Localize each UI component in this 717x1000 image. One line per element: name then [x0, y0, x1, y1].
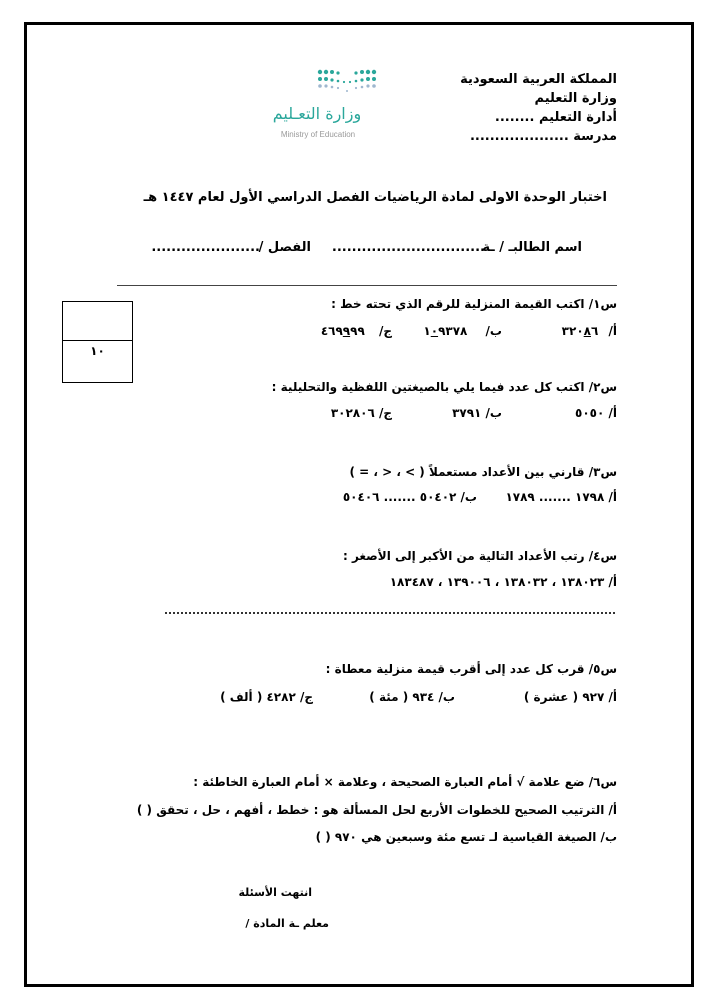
q1-title: س١/ اكتب القيمة المنزلية للرقم الذي تحته خط : — [331, 297, 617, 311]
ministry-logo — [262, 64, 382, 148]
q3-item-a: أ/ ١٧٩٨ ....... ١٧٨٩ — [505, 490, 617, 504]
q1-b-label: ب/ — [485, 324, 502, 338]
class-label: الفصل / — [258, 240, 311, 255]
header-block — [460, 70, 617, 146]
class-blank[interactable]: ...................... — [151, 240, 260, 255]
q1-c-post: ٩٩ — [350, 324, 365, 338]
q1-b-underlined: ٠ — [430, 324, 439, 338]
q1-b-pre: ١ — [423, 324, 431, 338]
score-box-divider — [63, 340, 132, 341]
q5-title: س٥/ قرب كل عدد إلى أقرب قيمة منزلية معطاة : — [325, 662, 617, 676]
q3-item-b: ب/ ٥٠٤٠٢ ....... ٥٠٤٠٦ — [342, 490, 477, 504]
exam-title: اختبار الوحدة الاولى لمادة الرياضيات الفصل الدراسي الأول لعام ١٤٤٧ هـ — [143, 190, 607, 205]
q1-item-b — [423, 324, 502, 338]
score-total: ١٠ — [90, 344, 105, 358]
dotted-separator — [165, 612, 615, 614]
q2-item-a: أ/ ٥٠٥٠ — [575, 406, 617, 420]
header-kingdom: المملكة العربية السعودية — [460, 72, 617, 87]
q3-title: س٣/ قارني بين الأعداد مستعملاً ( > ، < ، = ) — [349, 465, 617, 479]
q4-item-a: أ/ ١٣٨٠٢٣ ، ١٣٨٠٣٢ ، ١٣٩٠٠٦ ، ١٨٣٤٨٧ — [389, 575, 617, 589]
q6-item-b: ب/ الصيغة القياسية لـ تسع مئة وسبعين هي ٩٧٠ ( ) — [315, 830, 617, 844]
q6-title: س٦/ ضع علامة √ أمام العبارة الصحيحة ، وعلامة × أمام العبارة الخاطئة : — [193, 775, 617, 789]
logo-english-text: Ministry of Education — [280, 130, 356, 139]
q6-item-a: أ/ الترتيب الصحيح للخطوات الأربع لحل المسألة هو : خطط ، أفهم ، حل ، تحقق ( ) — [136, 803, 617, 817]
score-box — [62, 301, 133, 383]
q1-a-post: ٦ — [590, 324, 599, 338]
student-name-label: اسم الطالبـ / ـة — [482, 240, 582, 255]
q1-b-post: ٩٣٧٨ — [438, 324, 468, 338]
q1-item-c — [321, 324, 392, 338]
q5-item-a: أ/ ٩٢٧ ( عشرة ) — [523, 690, 617, 704]
q2-item-b: ب/ ٣٧٩١ — [452, 406, 502, 420]
end-of-questions: انتهت الأسئلة — [238, 886, 312, 899]
q1-c-label: ج/ — [378, 324, 392, 338]
q1-c-underlined: ٩ — [342, 324, 351, 338]
header-ministry: وزارة التعليم — [534, 91, 617, 106]
logo-dots-icon — [317, 68, 377, 98]
q1-item-a — [562, 324, 617, 338]
q1-a-underlined: ٨ — [583, 324, 591, 338]
header-school: مدرسة .................... — [469, 129, 617, 144]
q2-item-c: ج/ ٣٠٢٨٠٦ — [330, 406, 392, 420]
q5-item-c: ج/ ٤٢٨٢ ( ألف ) — [220, 690, 313, 704]
q2-title: س٢/ اكتب كل عدد فيما يلي بالصيغتين اللفظية والتحليلية : — [271, 380, 617, 394]
q4-title: س٤/ رتب الأعداد التالية من الأكبر إلى الأصغر : — [342, 549, 617, 563]
student-name-blank[interactable]: ............................... — [331, 240, 485, 255]
header-administration: أدارة التعليم ........ — [494, 110, 617, 125]
q1-a-label: أ/ — [608, 324, 617, 338]
q5-item-b: ب/ ٩٣٤ ( مئة ) — [369, 690, 455, 704]
q1-a-pre: ٣٢٠ — [561, 324, 584, 338]
divider — [117, 285, 617, 286]
teacher-label: معلم ـة المادة / — [245, 917, 329, 930]
logo-arabic-text: وزارة التعـليم — [272, 104, 362, 123]
q1-c-pre: ٤٦٩ — [320, 324, 343, 338]
